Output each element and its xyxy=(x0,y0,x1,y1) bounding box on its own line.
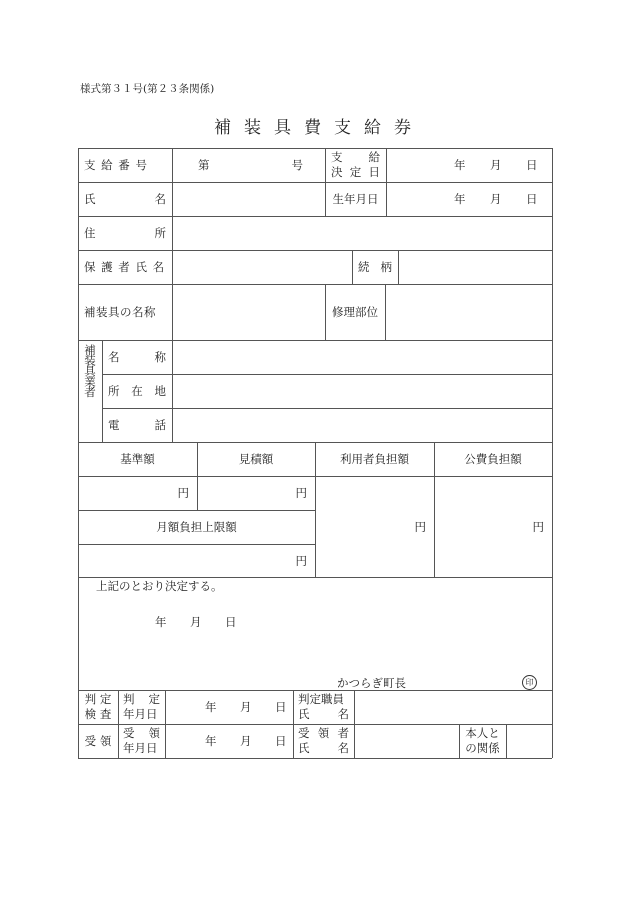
estimate-amount-field[interactable]: 円 xyxy=(295,486,307,500)
guardian-name-field[interactable] xyxy=(172,250,352,284)
public-burden-header: 公費負担額 xyxy=(464,452,522,466)
user-burden-header: 利用者負担額 xyxy=(340,452,409,466)
receiver-name-field[interactable] xyxy=(354,724,459,758)
device-name-field[interactable] xyxy=(172,284,325,340)
name-label: 氏 名 xyxy=(84,192,166,206)
user-burden-field[interactable]: 円 xyxy=(414,519,426,534)
decision-month: 月 xyxy=(190,615,202,629)
receipt-label: 受 領 xyxy=(84,734,112,748)
vendor-phone-field[interactable] xyxy=(172,408,552,442)
vendor-location-field[interactable] xyxy=(172,374,552,408)
guardian-name-label: 保 護 者 氏 名 xyxy=(84,260,166,274)
vendor-group-label: 補装具業者 xyxy=(83,344,97,397)
receipt-date-field[interactable]: 年 月 日 xyxy=(205,734,287,748)
inspection-label: 判 定 検 査 xyxy=(84,692,112,721)
decision-day: 日 xyxy=(225,615,237,629)
payment-number-label: 支 給 番 号 xyxy=(84,158,148,172)
birth-date-field[interactable]: 年 月 日 xyxy=(454,192,538,206)
relation-to-person-label: 本人と の関係 xyxy=(465,726,500,755)
relationship-field[interactable] xyxy=(398,250,552,284)
vendor-name-label: 名 称 xyxy=(108,350,166,364)
payment-number-suffix: 号 xyxy=(291,158,303,172)
issuer-name: かつらぎ町長 xyxy=(337,676,406,690)
decision-date-field[interactable]: 年 月 日 xyxy=(454,158,538,172)
inspection-staff-field[interactable] xyxy=(354,690,552,724)
monthly-cap-label: 月額負担上限額 xyxy=(156,520,237,534)
address-label: 住 所 xyxy=(84,226,166,240)
name-field[interactable] xyxy=(172,182,325,216)
public-burden-field[interactable]: 円 xyxy=(532,519,544,534)
inspection-date-field[interactable]: 年 月 日 xyxy=(205,700,287,714)
vendor-phone-label: 電 話 xyxy=(108,418,166,432)
vendor-location-label: 所 在 地 xyxy=(108,384,166,398)
receiver-name-label: 受 領 者 氏 名 xyxy=(298,726,349,755)
seal-mark: 印 xyxy=(522,675,537,690)
standard-amount-header: 基準額 xyxy=(120,452,155,466)
vendor-name-field[interactable] xyxy=(172,340,552,374)
birth-date-label: 生年月日 xyxy=(332,192,379,206)
document-title: 補装具費支給券 xyxy=(214,118,424,138)
inspection-date-label: 判 定 年月日 xyxy=(123,692,160,721)
payment-number-prefix: 第 xyxy=(198,158,210,172)
repair-part-field[interactable] xyxy=(385,284,552,340)
relation-to-person-field[interactable] xyxy=(506,724,552,758)
address-field[interactable] xyxy=(172,216,552,250)
monthly-cap-field[interactable]: 円 xyxy=(295,553,307,568)
repair-part-label: 修理部位 xyxy=(332,305,378,319)
form-number: 様式第３１号(第２３条関係) xyxy=(80,83,215,95)
decision-date-label: 支 給 決 定 日 xyxy=(331,150,380,179)
decision-statement: 上記のとおり決定する。 xyxy=(96,579,223,593)
inspection-staff-label: 判定職員 氏 名 xyxy=(298,692,349,721)
estimate-amount-header: 見積額 xyxy=(238,452,274,466)
decision-year: 年 xyxy=(155,615,167,629)
receipt-date-label: 受 領 年月日 xyxy=(123,726,160,755)
payment-number-field[interactable] xyxy=(172,148,325,182)
standard-amount-field[interactable]: 円 xyxy=(177,486,189,500)
relationship-label: 続 柄 xyxy=(358,260,392,274)
device-name-label: 補装具の名称 xyxy=(84,305,156,319)
